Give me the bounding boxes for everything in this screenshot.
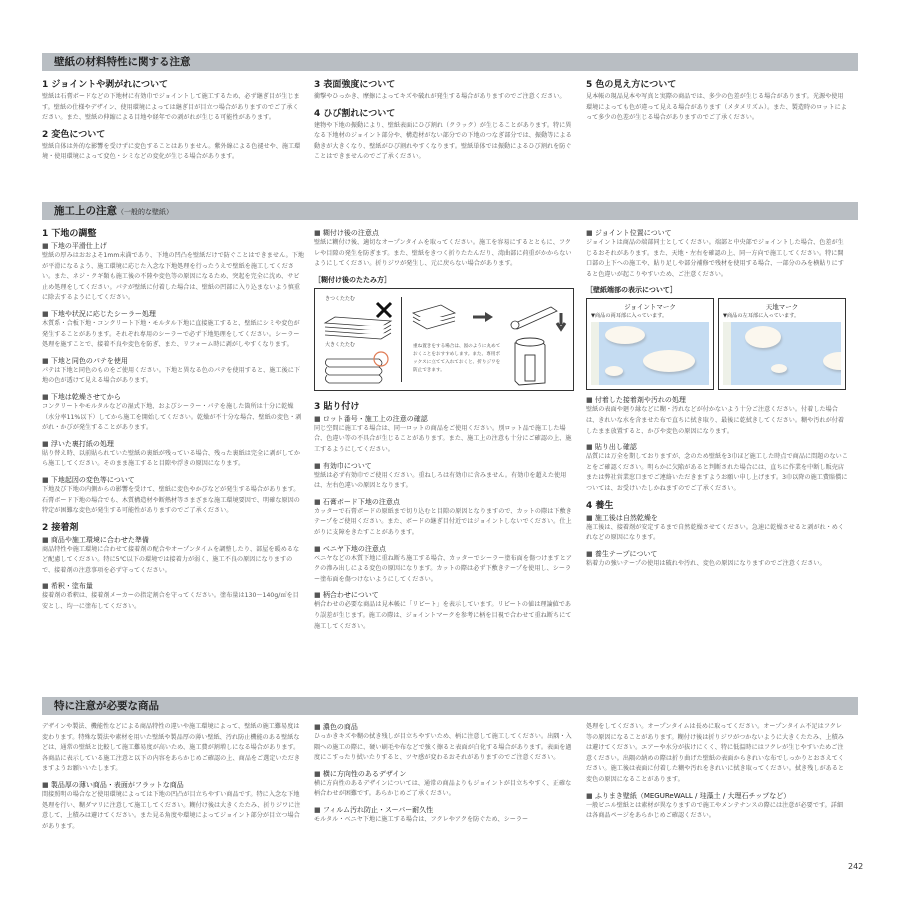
subheading-plywood: ■ ベニヤ下地の注意点 [314,544,576,554]
text-after-paste: 壁紙に糊付け後、適切なオープンタイムを取ってください。施工を容易にするとともに、フクレや目隙の発生を防ぎます。また、壁紙をきつく折りたたんだり、湾曲部に荷重がかからないようにしてください。折りジワが発生し、元に戻らない場合があります。 [314,239,572,268]
roll-steps-icon [411,299,571,335]
text-adhesive-stain: 壁紙の表面や廻り縁などに糊・汚れなどが付かないよう十分ご注意ください。付着した場合は、きれいな水を含ませた布で直ちに拭き取り、最後に乾拭きしてください。糊や汚れが付着したまま放置すると、かびや変色の原因になります。 [586,406,845,435]
subheading-prep: ■ 商品や施工環境に合わせた準備 [42,535,304,545]
text-gypsum: カッターで石膏ボードの原紙まで切り込むと目隙の原因となりますので、カットの際は下敷きテープをご使用ください。また、ボードの継ぎ目付近ではジョイントしないでください。仕上がりに支障をきたすことがあります。 [314,507,572,536]
figure-label-folding: ［糊付け後のたたみ方］ [314,275,391,284]
construction-col-2 [314,228,576,637]
page-number: 242 [848,862,864,871]
text-thin-flat: 間接照明の場合など使用環境によっては下地の凹凸が目立ちやすい商品です。特に入念な下地処理を行い、糊ダマリに注意して施工してください。糊付け後は大きくたたみ、折りジワに注意して、上積みは避けてください。また見る角度や環境によってジョイント部分が目立つ場合があります。 [42,790,301,830]
text-sprinkle-wallpaper: 一般ビニル壁紙とは素材が異なりますので施工やメンテナンスの際には注意が必要です。詳細は各商品ページをあらかじめご確認ください。 [586,801,844,820]
construction-col-1 [42,228,304,618]
text-dark-color: ひっかきキズや糊の拭き残しが目立ちやすいため、柄に注意して施工してください。出隅・入隅への施工の際に、硬い刷毛や布などで強く擦ると表面が白化する場合があります。表面を過度にこすったり拭いたりすると、ツヤ感が変わるおそれがありますのでご注意ください。 [314,733,572,762]
subheading-sprinkle-wallpaper: ■ ふりまき壁紙（MEGUReWALL / 珪藻土 / 大理石チップなど） [586,791,848,801]
subheading-lot: ■ ロット番号・施工上の注意の確認 [314,414,576,424]
text-trial-check: 品質には万全を期しておりますが、念のため壁紙を3巾ほど施工した時点で商品に問題のないことをご確認ください。明らかに欠陥があると判断された場合には、直ちに作業を中断し販売店または弊社営業窓口までご連絡いただきますようお願い申し上げます。3巾以降の施工費賠償については、お受けいたしかねますのでご了承ください。 [586,453,848,492]
sky-cloud-sample-image [723,322,841,385]
joint-mark-title: ジョイントマーク [624,303,676,312]
section-header-construction [42,202,858,220]
section-header-materials [42,53,858,71]
top-bottom-mark-title: 天地マーク [765,303,799,312]
tight-fold-stack-icon [321,301,399,341]
subheading-width: ■ 有効巾について [314,461,576,471]
section-subtitle: （一般的な壁紙） [117,208,173,216]
folding-illustration [314,288,574,391]
section-title: 特に注意が必要な商品 [54,700,159,712]
text-color-appearance: 見本帳の現品見本や写真と実際の商品では、多少の色差が生じる場合があります。光源や使用環境によっても色が違って見える場合があります（メタメリズム）。また、製造時のロットによって多少の色差が生じる場合がありますのでご了承ください。 [586,93,847,122]
label-loose-fold: 大きくたたむ [325,341,356,348]
sky-cloud-sample-image [591,322,709,385]
text-film-durable: モルタル・ベニヤ下地に施工する場合は、フクレやアクを防ぐため、シーラー [314,815,529,823]
storage-box-icon [511,333,551,389]
heading-joint-peel: 1 ジョイントや剥がれについて [42,80,169,90]
special-col-3 [586,722,848,827]
text-horizontal-design: 横に方向性のあるデザインについては、通常の商品よりもジョイントが目立ちやすく、正確な柄合わせが困難です。あらかじめご了承ください。 [314,779,572,798]
text-backing-paper: 貼り替え時、以前貼られていた壁紙の裏紙が残っている場合、残った裏紙は完全に剥がしてから施工してください。そのまま施工すると目隙や浮きの原因になります。 [42,449,301,468]
subheading-joint-position: ■ ジョイント位置について [586,228,848,238]
materials-col-3 [586,79,848,129]
subheading-backing-paper: ■ 浮いた裏打紙の処理 [42,439,304,449]
joint-mark-desc: ▼商品の両耳部に入っています。 [591,313,668,320]
subheading-trial-check: ■ 貼り出し確認 [586,442,848,452]
heading-color-appearance: 5 色の見え方について [586,80,677,90]
heading-substrate: 1 下地の調整 [42,229,97,239]
subheading-after-paste: ■ 糊付け後の注意点 [314,228,576,238]
materials-col-1 [42,79,304,168]
text-special-intro: デザインや製法、機能性などによる商品特性の違いや施工環境によって、壁紙の施工難易度は変わります。特殊な製法や素材を用いた壁紙や製品厚の薄い壁紙、汚れ防止機能のある壁紙などは、通常の壁紙と比較して施工難易度が高いため、施工費が割増しになる場合があります。各商品に表示している施工注意と以下の内容をあらかじめご確認の上、商品をご選定いただきますようお願いいたします。 [42,723,301,773]
text-cracks: 建物や下地の振動により、壁紙表面にひび割れ（クラック）が生じることがあります。特に異なる下地材のジョイント部分や、構造材がない部分での下地のつなぎ部分では、振動等による動きが大きくなり、壁紙がひび割れやすくなります。壁紙単体では振動によるひび割れを防ぐことはできませんのでご了承ください。 [314,121,572,161]
subheading-horizontal-design: ■ 横に方向性のあるデザイン [314,769,576,779]
loose-fold-stack-icon [321,345,399,389]
subheading-dark-color: ■ 濃色の商品 [314,722,576,732]
special-col-2 [314,722,576,831]
subheading-pattern: ■ 柄合わせについて [314,590,576,600]
figure-divider [401,297,402,382]
subheading-gypsum: ■ 石膏ボード下地の注意点 [314,497,576,507]
text-dry: コンクリートやモルタルなどの湿式下地、およびシーラー・パテを施した箇所は十分に乾燥（水分率11%以下）してから施工を開始してください。乾燥が不十分な場合、壁紙の変色・剥がれ・かびが発生することがあります。 [42,402,302,432]
figure-label-edge-marks: ［壁紙端部の表示について］ [586,286,677,295]
text-discoloration: 壁紙自体は外的な影響を受けずに変色することはありません。紫外線による色褪せや、施工環境・使用環境によって変色・シミなどの変化が生じる場合があります。 [42,142,301,161]
subheading-sealer: ■ 下地や状況に応じたシーラー処理 [42,309,304,319]
text-smooth: 壁紙の厚みはおおよそ1mm未満であり、下地の凹凸を壁紙だけで防ぐことはできません。下地が平滑になるよう、施工環境に応じた入念な下地処理を行ったうえで壁紙を施工してください。また、ネジ・クギ類も施工後の不陸や変色等の原因になるため、突起を完全に沈め、サビ止め処理をしてください。パテが壁紙に付着した場合は、壁紙の凹部に入り込まないよう慎重に除去するようにしてください。 [42,252,305,302]
heading-surface-strength: 3 表面強度について [314,80,396,90]
text-width: 壁紙は必ず有効巾でご使用ください。重ねしろは有効巾に含みません。有効巾を超えた使用は、左右色違いの原因となります。 [314,471,567,490]
subheading-film-durable: ■ フィルム汚れ防止・スーパー耐久性 [314,805,576,815]
text-masking-tape: 粘着力の強いテープの使用は破れや汚れ、変色の原因になりますのでご注意ください。 [586,559,826,567]
materials-col-2 [314,79,576,168]
subheading-dilution: ■ 希釈・塗布量 [42,581,304,591]
joint-mark-panel [586,298,714,390]
subheading-substrate-discolor: ■ 下地起因の変色等について [42,475,304,485]
text-substrate-discolor: 下地及び下地の内側からの影響を受けて、壁紙に変色やかびなどが発生する場合があります。石膏ボード下地の場合でも、木質構造材や断熱材等さまざまな施工環境要因で、明確な原因の特定が困難な変色が発生する可能性がありますのでご了承ください。 [42,485,300,515]
subheading-masking-tape: ■ 養生テープについて [586,549,848,559]
heading-application: 3 貼り付け [314,401,360,412]
edge-marks-figure [586,298,846,390]
top-bottom-mark-desc: ▼商品の左耳部に入っています。 [723,313,800,320]
subheading-thin-flat: ■ 製品厚の薄い商品・表面がフラットな商品 [42,780,304,790]
subheading-dry: ■ 下地は乾燥させてから [42,392,304,402]
section-header-special [42,697,858,715]
folding-note: 重ね置きをする場合は、図のように丸めておくことをおすすめします。また、専用ボックスに立てて入れておくと、折りジワを防止できます。 [413,343,501,373]
text-film-durable-cont: 処理をしてください。オープンタイムは長めに取ってください。オープンタイム不足はフクレ等の原因になることがあります。糊付け後は折りジワがつかないように大きくたたみ、上積みは避けてください。エアーや水分が抜けにくく、特に低温時にはフクレが生じやすいためご注意ください。出隅の納めの際は折り曲げた壁紙の表面からきれいな布でしっかりとおさえてください。施工後は表面に付着した糊や汚れをきれいに拭き取ってください。拭き残しがあると変色の原因になることがあります。 [586,723,845,783]
text-prep: 商品特性や施工環境に合わせて接着剤の配合やオープンタイムを調整したり、部屋を暖めるなど配慮してください。特に5℃以下の環境では接着力が弱く、施工不良の原因になりますので、接着剤の注意事項を必ず守ってください。 [42,545,300,574]
subheading-smooth: ■ 下地の平滑仕上げ [42,241,304,251]
text-natural-dry: 施工後は、接着剤が安定するまで自然乾燥させてください。急速に乾燥させると剥がれ・めくれなどの原因になります。 [586,523,845,542]
text-surface-strength: 衝撃やひっかき、摩擦によってキズや破れが発生する場合がありますのでご注意ください。 [314,93,566,100]
subheading-natural-dry: ■ 施工後は自然乾燥を [586,513,848,523]
top-bottom-mark-panel [718,298,846,390]
text-plywood: ベニヤなどの木質下地に重ね断ち施工する場合、カッターでシーラー塗布面を傷つけますとアクの滲み出しによる変色の原因になります。カットの際は必ず下敷きテープを使用し、シーラー塗布面を傷つけないようにしてください。 [314,554,572,583]
construction-col-3 [586,228,848,574]
text-lot: 同じ空間に施工する場合は、同一ロットの商品をご使用ください。別ロット品で施工した場合、色違い等の不具合が生じることがあります。また、施工上の注意も十分にご確認の上、施工するようにしてください。 [314,424,572,453]
text-dilution: 接着剤の希釈は、接着剤メーカーの指定割合を守ってください。塗布量は130〜140g/㎡を目安とし、均一に塗布してください。 [42,592,299,611]
special-col-1 [42,722,304,837]
subheading-putty: ■ 下地と同色のパテを使用 [42,356,304,366]
section-title: 施工上の注意 [54,205,117,217]
heading-curing: 4 養生 [586,500,614,511]
section-title: 壁紙の材料特性に関する注意 [54,56,191,68]
text-joint-position: ジョイントは商品の端部同士としてください。端部と中央部でジョイントした場合、色差が生じるおそれがあります。また、天地・左右を確認の上、同一方向で施工してください。特に開口部の上下への施工や、貼り足しや部分補修で残材を使用する場合、一部分のみを横貼りにすると色違いが起こりやすいため、ご注意ください。 [586,239,844,278]
text-sealer: 木質系・合板下地・コンクリート下地・モルタル下地に直接施工すると、壁紙にシミや変色が発生することがあります。それぞれ専用のシーラーで必ず下地処理をしてください。シーラー処理を施すことで、接着不良や変色を防ぎ、また、リフォーム時に剥がしやすくなります。 [42,319,300,349]
text-pattern: 柄合わせの必要な商品は見本帳に「リピート」を表示しています。リピートの値は理論値であり誤差が生じます。施工の際は、ジョイントマークを参考に柄を目視で合わせて重ね断ちにて施工してください。 [314,601,572,630]
text-putty: パテは下地と同色のものをご使用ください。下地と異なる色のパテを使用すると、施工後に下地の色が透けて見える場合があります。 [42,366,301,385]
heading-adhesive: 2 接着剤 [42,522,79,533]
heading-discoloration: 2 変色について [42,129,106,140]
label-tight-fold: きつくたたむ [325,295,356,302]
heading-cracks: 4 ひび割れについて [314,108,396,119]
text-joint-peel: 壁紙は石膏ボードなどの下地材に有効巾でジョイントして施工するため、必ず継ぎ目が生じます。壁紙の仕様やデザイン、使用環境によっては継ぎ目が目立つ場合がありますのでご了承ください。また、壁紙の伸縮による目地や経年での剥がれが生じる可能性があります。 [42,93,300,122]
subheading-adhesive-stain: ■ 付着した接着剤や汚れの処理 [586,395,848,405]
